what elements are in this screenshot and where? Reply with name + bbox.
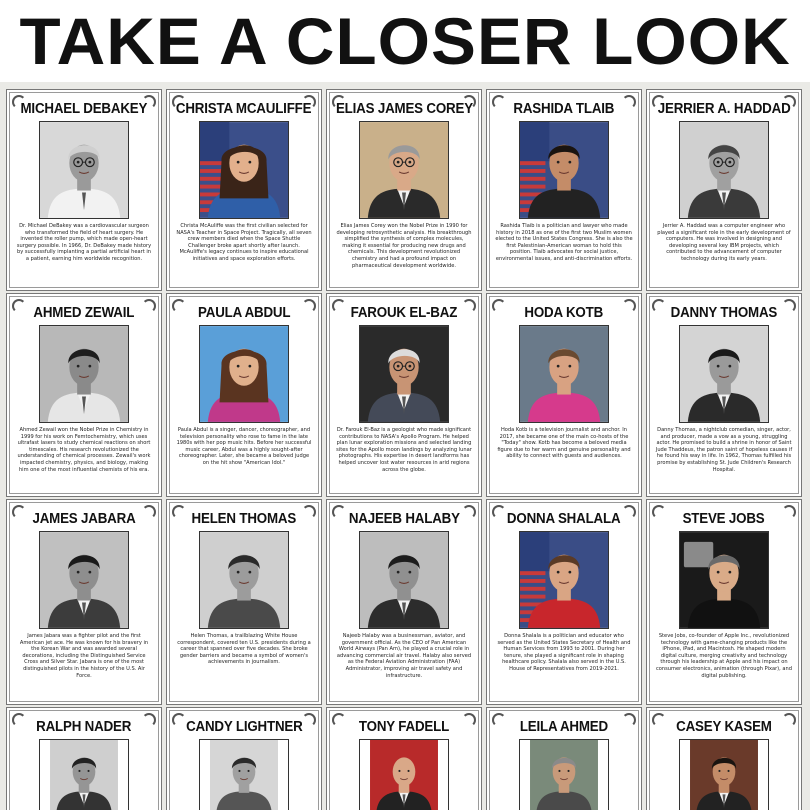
person-name: NAJEEB HALABY [348,511,460,527]
person-name: LEILA AHMED [519,719,609,735]
person-photo [519,739,609,810]
person-card [329,296,479,494]
person-name: JERRIER A. HADDAD [657,101,791,117]
person-name: RASHIDA TLAIB [513,101,615,117]
cards-panel [0,82,810,810]
person-card [9,502,159,702]
person-photo [199,325,289,423]
person-card [169,296,319,494]
person-photo [519,121,609,219]
person-photo [199,739,289,810]
person-name: AHMED ZEWAIL [33,305,135,321]
person-photo [519,325,609,423]
person-card [169,92,319,288]
person-name: DANNY THOMAS [670,305,778,321]
person-bio: Christa McAuliffe was the first civilian selected for NASA's Teacher in Space Project. Tragically, all seven crew members died when the Space Shuttle Challenger broke apart shortly after launch. McAuliffe's legacy continues to inspire educational initiatives and space exploration efforts. [176,223,312,262]
person-name: RALPH NADER [36,719,132,735]
person-card [9,92,159,288]
person-name: MICHAEL DEBAKEY [20,101,148,117]
person-card [169,502,319,702]
person-name: PAULA ABDUL [197,305,291,321]
person-bio: Dr. Michael DeBakey was a cardiovascular surgeon who transformed the field of heart surgery. He invented the roller pump, which made open-heart surgery possible. In 1966, Dr. DeBakey made history by successfully implanting a partial artificial heart in a patient, earning him worldwide recognition. [16,223,152,262]
person-photo [39,739,129,810]
person-name: JAMES JABARA [32,511,136,527]
person-bio: Danny Thomas, a nightclub comedian, singer, actor, and producer, made a vow as a young, struggling actor. He promised to build a shrine in honor of Saint Jude Thaddeus, the patron saint of hopeless causes if he found his way in life. In 1962, Thomas fulfilled his promise by establishing St. Jude Children's Research Hospital. [655,427,793,473]
person-photo [359,531,449,629]
person-bio: Elias James Corey won the Nobel Prize in 1990 for developing retrosynthetic analysis. His breakthrough simplified the synthesis of complex molecules, making it essential for producing new drugs and chemicals. This development revolutionized chemistry and had a profound impact on pharmaceutical development worldwide. [336,223,472,269]
person-photo [359,739,449,810]
person-photo [39,325,129,423]
person-name: CANDY LIGHTNER [185,719,303,735]
person-card [489,502,639,702]
person-bio: James Jabara was a fighter pilot and the first American jet ace. He was known for his bravery in the Korean War and was awarded several decorations, including the Distinguished Service Cross and Silver Star. Jabara is one of the most distinguished pilots in the history of the U.S. Air Force. [19,633,149,679]
person-bio: Jerrier A. Haddad was a computer engineer who played a significant role in the early development of computers. He was involved in designing and developing several key IBM projects, which contributed to the advancement of computer technology during its early years. [657,223,791,262]
person-bio: Najeeb Halaby was a businessman, aviator, and government official. As the CEO of Pan American World Airways (Pan Am), he played a crucial role in advancing commercial air travel. Halaby also served as the Federal Aviation Administration (FAA) Administrator, improving air travel safety and infrastructure. [336,633,472,679]
person-name: HELEN THOMAS [191,511,297,527]
person-bio: Donna Shalala is a politician and educator who served as the United States Secretary of Health and Human Services from 1993 to 2001. During her tenure, she played a significant role in shaping healthcare policy. Shalala also served in the U.S. House of Representatives from 2019-2021. [497,633,631,672]
person-card [329,92,479,288]
person-card [489,92,639,288]
person-bio: Hoda Kotb is a television journalist and anchor. In 2017, she became one of the main co-hosts of the "Today" show. Kotb has become a beloved media figure due to her warm and genuine personality and ability to connect with guests and audiences. [497,427,631,460]
person-photo [679,325,769,423]
person-name: FAROUK EL-BAZ [350,305,458,321]
person-card [9,710,159,810]
person-photo [199,121,289,219]
person-card [329,710,479,810]
person-photo [519,531,609,629]
person-photo [199,531,289,629]
person-name: DONNA SHALALA [507,511,621,527]
person-card [489,710,639,810]
person-card [9,296,159,494]
person-card [649,296,799,494]
person-card [489,296,639,494]
page-title: TAKE A CLOSER LOOK [19,4,791,78]
person-bio: Dr. Farouk El-Baz is a geologist who made significant contributions to NASA's Apollo Program. He helped plan lunar exploration missions and selected landing sites for the Apollo moon landings by analyzing lunar photographs. His expertise in desert landforms has helped uncover lost water resources in arid regions across the globe. [336,427,472,473]
person-card [169,710,319,810]
person-bio: Steve Jobs, co-founder of Apple Inc., revolutionized technology with game-changing products like the iPhone, iPad, and Macintosh. He shaped modern digital culture, merging creativity and technology through his leadership at Apple and his impact on consumer electronics, animation (through Pixar), and digital publishing. [655,633,792,679]
person-photo [39,121,129,219]
person-name: TONY FADELL [358,719,450,735]
person-photo [39,531,129,629]
person-card [649,502,799,702]
person-photo [679,121,769,219]
person-card [649,92,799,288]
person-bio: Paula Abdul is a singer, dancer, choreographer, and television personality who rose to fame in the late 1980s with her pop music hits. Before her successful music career, Abdul was a highly sought-after choreographer. Later, she became a beloved judge on the hit show "American Idol." [176,427,312,466]
person-photo [359,121,449,219]
person-card [649,710,799,810]
person-bio: Helen Thomas, a trailblazing White House correspondent, covered ten U.S. presidents during a career that spanned over five decades. She broke gender barriers and became a symbol of women's achievements in journalism. [177,633,311,666]
person-name: ELIAS JAMES COREY [335,101,473,117]
person-photo [359,325,449,423]
person-bio: Ahmed Zewail won the Nobel Prize in Chemistry in 1999 for his work on Femtochemistry, which uses ultrafast lasers to study chemical reactions on short timescales. His research revolutionized the understanding of chemical processes. Zewail's work impacted chemistry, physics, and biology, making him one of the most influential chemists of his era. [17,427,151,473]
person-bio: Rashida Tlaib is a politician and lawyer who made history in 2018 as one of the first two Muslim women elected to the United States Congress. She is also the first Palestinian-American woman to hold this position. Tlaib advocates for social justice, environmental issues, and anti-discrimination efforts. [495,223,633,262]
person-name: HODA KOTB [524,305,604,321]
person-name: STEVE JOBS [683,511,765,527]
person-card [329,502,479,702]
person-name: CHRISTA MCAULIFFE [176,101,312,117]
person-photo [679,531,769,629]
person-photo [679,739,769,810]
person-name: CASEY KASEM [676,719,772,735]
page-header [0,0,810,82]
